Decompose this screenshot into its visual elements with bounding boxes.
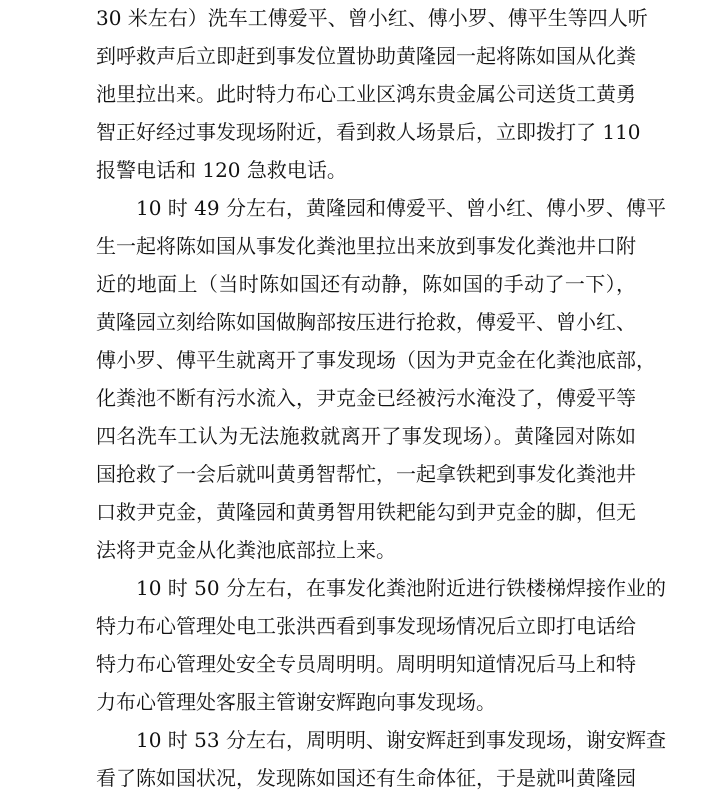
text-line: 国抢救了一会后就叫黄勇智帮忙，一起拿铁耙到事发化粪池井 <box>96 462 636 486</box>
text-line: 特力布心管理处安全专员周明明。周明明知道情况后马上和特 <box>96 652 636 676</box>
text-line: 近的地面上（当时陈如国还有动静，陈如国的手动了一下）， <box>96 272 636 296</box>
text-line: 傅小罗、傅平生就离开了事发现场（因为尹克金在化粪池底部， <box>96 348 656 372</box>
text-line: 30 米左右）洗车工傅爱平、曾小红、傅小罗、傅平生等四人听 <box>96 6 648 30</box>
text-line: 化粪池不断有污水流入，尹克金已经被污水淹没了，傅爱平等 <box>96 386 636 410</box>
text-line: 看了陈如国状况，发现陈如国还有生命体征，于是就叫黄隆园 <box>96 766 636 790</box>
text-line: 报警电话和 120 急救电话。 <box>96 158 347 182</box>
text-line: 四名洗车工认为无法施救就离开了事发现场）。黄隆园对陈如 <box>96 424 636 448</box>
text-line: 法将尹克金从化粪池底部拉上来。 <box>96 538 396 562</box>
text-line: 特力布心管理处电工张洪西看到事发现场情况后立即打电话给 <box>96 614 636 638</box>
text-line: 到呼救声后立即赶到事发位置协助黄隆园一起将陈如国从化粪 <box>96 44 636 68</box>
text-line: 力布心管理处客服主管谢安辉跑向事发现场。 <box>96 690 496 714</box>
text-line: 10 时 50 分左右，在事发化粪池附近进行铁楼梯焊接作业的 <box>136 576 666 600</box>
text-line: 口救尹克金，黄隆园和黄勇智用铁耙能勾到尹克金的脚，但无 <box>96 500 636 524</box>
text-line: 智正好经过事发现场附近，看到救人场景后，立即拨打了 110 <box>96 120 641 144</box>
text-line: 黄隆园立刻给陈如国做胸部按压进行抢救，傅爱平、曾小红、 <box>96 310 636 334</box>
text-line: 池里拉出来。此时特力布心工业区鸿东贵金属公司送货工黄勇 <box>96 82 636 106</box>
text-line: 10 时 53 分左右，周明明、谢安辉赶到事发现场，谢安辉查 <box>136 728 666 752</box>
text-line: 生一起将陈如国从事发化粪池里拉出来放到事发化粪池井口附 <box>96 234 636 258</box>
text-line: 10 时 49 分左右，黄隆园和傅爱平、曾小红、傅小罗、傅平 <box>136 196 666 220</box>
